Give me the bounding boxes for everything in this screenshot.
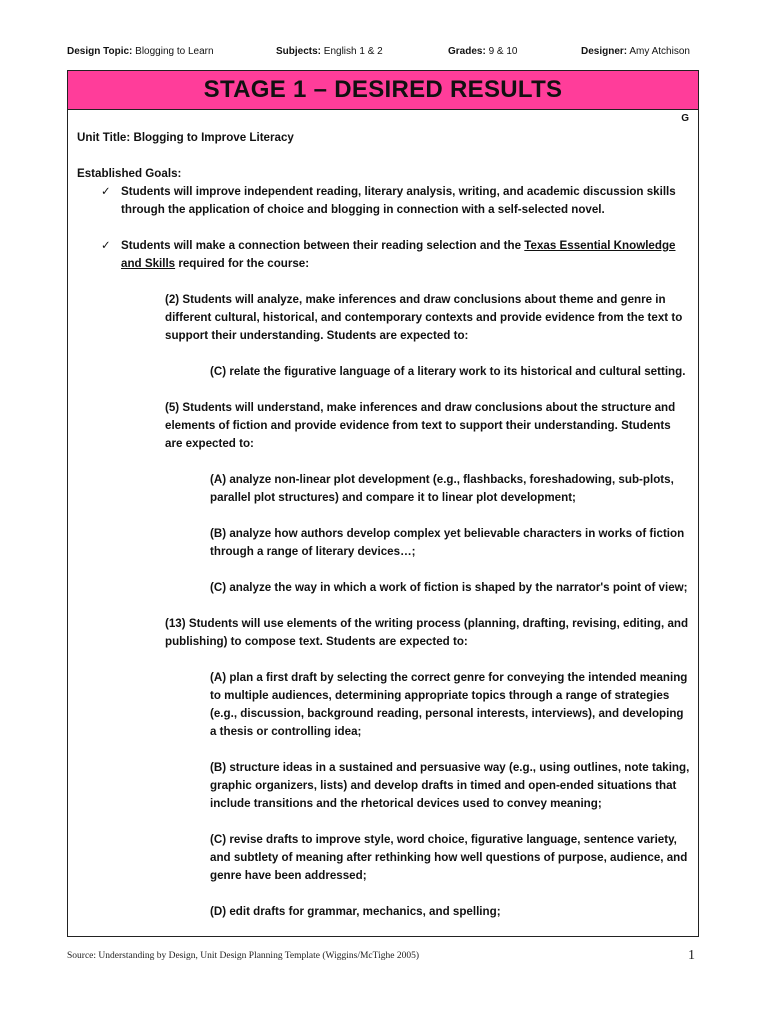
- stage-banner: [68, 71, 698, 110]
- design-topic-label: Design Topic:: [67, 46, 133, 57]
- subjects-label: Subjects:: [276, 46, 322, 57]
- standard-5c: (C) analyze the way in which a work of fiction is shaped by the narrator's point of view;: [210, 581, 688, 594]
- standard-13b: (B) structure ideas in a sustained and persuasive way (e.g., using outlines, note taking, graphic organizers, lists) and develop drafts in timed and open-ended situations that include transitions and the rhetorical devices used to convey meaning;: [210, 761, 690, 810]
- stage-content: [77, 129, 690, 921]
- designer-value: Amy Atchison: [629, 46, 690, 57]
- grades-label: Grades:: [448, 46, 486, 57]
- standard-13c: (C) revise drafts to improve style, word choice, figurative language, sentence variety, and subtlety of meaning after rethinking how well questions of purpose, audience, and genre have been addressed;: [210, 833, 688, 882]
- corner-mark: G: [681, 113, 689, 124]
- standard-13a: (A) plan a first draft by selecting the correct genre for conveying the intended meaning to multiple audiences, determining appropriate topics through a range of strategies (e.g., discussion, background reading, personal interests, interviews), and developing a thesis or controlling idea;: [210, 671, 688, 738]
- goal-item-2: [77, 237, 690, 273]
- stage-title: STAGE 1 – DESIRED RESULTS: [203, 76, 563, 103]
- design-topic: [67, 46, 214, 57]
- checkmark-icon: ✓: [101, 239, 111, 252]
- designer: [581, 46, 690, 57]
- standard-2: (2) Students will analyze, make inferences and draw conclusions about theme and genre in different cultural, historical, and contemporary contexts and provide evidence from the text to support their understanding. Students are expected to:: [165, 293, 683, 342]
- goals-heading: Established Goals:: [77, 167, 182, 180]
- goal-1-text: Students will improve independent reading, literary analysis, writing, and academic discussion skills through the application of choice and blogging in connection with a self-selected novel.: [121, 185, 676, 216]
- source-citation: Source: Understanding by Design, Unit Design Planning Template (Wiggins/McTighe 2005): [67, 951, 420, 961]
- goal-2-suffix: required for the course:: [175, 257, 310, 270]
- page-number: 1: [688, 948, 695, 963]
- checkmark-icon: ✓: [101, 185, 111, 198]
- standard-5b: (B) analyze how authors develop complex yet believable characters in works of fiction through a range of literary devices…;: [210, 527, 685, 558]
- goal-item-1: [77, 183, 690, 219]
- design-topic-value: Blogging to Learn: [135, 46, 214, 57]
- subjects: [276, 46, 383, 57]
- standard-2c: (C) relate the figurative language of a literary work to its historical and cultural setting.: [210, 365, 686, 378]
- standard-13: (13) Students will use elements of the writing process (planning, drafting, revising, editing, and publishing) to compose text. Students are expected to:: [165, 617, 689, 648]
- goal-2-prefix: Students will make a connection between their reading selection and the: [121, 239, 525, 252]
- standard-5: (5) Students will understand, make inferences and draw conclusions about the structure and elements of fiction and provide evidence from text to support their understanding. Students are expected to:: [165, 401, 676, 450]
- designer-label: Designer:: [581, 46, 628, 57]
- teks-link[interactable]: Texas Essential Knowledge and Skills: [121, 239, 676, 270]
- unit-title: Unit Title: Blogging to Improve Literacy: [77, 131, 294, 144]
- standard-5a: (A) analyze non-linear plot development (e.g., flashbacks, foreshadowing, sub-plots, parallel plot structures) and compare it to linear plot development;: [210, 473, 674, 504]
- grades: [448, 46, 518, 57]
- stage-1-frame: [67, 70, 699, 937]
- subjects-value: English 1 & 2: [323, 46, 383, 57]
- standard-13d: (D) edit drafts for grammar, mechanics, and spelling;: [210, 905, 501, 918]
- grades-value: 9 & 10: [488, 46, 518, 57]
